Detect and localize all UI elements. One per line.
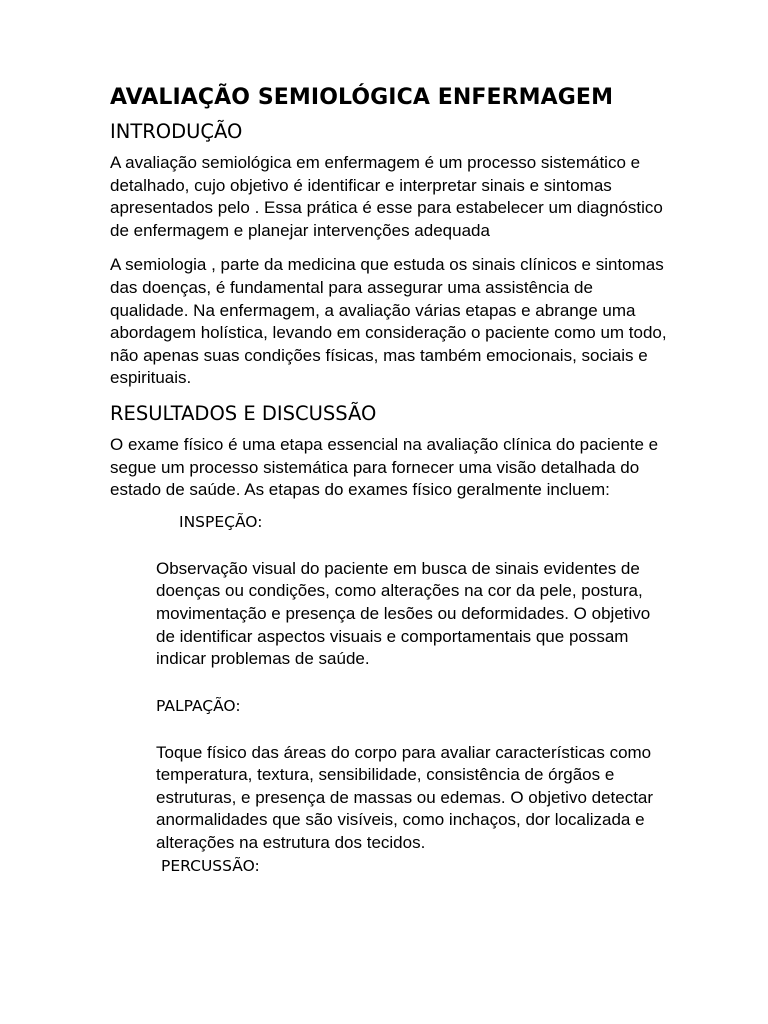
step-palpacao-text: Toque físico das áreas do corpo para avaliar características como temperatura, textura, sensibilidade, consistência de órgãos e estruturas, e presença de massas ou edemas. O objetivo detectar anormalidades que são visíveis, como inchaços, dor localizada e alterações na estrutura dos tecidos. [156, 742, 654, 853]
document-page [110, 84, 670, 877]
step-inspecao-text: Observação visual do paciente em busca de sinais evidentes de doenças ou condições, como alterações na cor da pele, postura, movimentação e presença de lesões ou deformidades. O objetivo de identificar aspectos visuais e comportamentais que possam indicar problemas de saúde. [156, 558, 651, 669]
exam-steps [110, 511, 670, 877]
document-title: AVALIAÇÃO SEMIOLÓGICA ENFERMAGEM [110, 85, 614, 110]
results-heading: RESULTADOS E DISCUSSÃO [110, 401, 377, 425]
introduction-paragraph-2: A semiologia , parte da medicina que estuda os sinais clínicos e sintomas das doenças, é fundamental para assegurar uma assistência de qualidade. Na enfermagem, a avaliação várias etapas e abrange uma abordagem holística, levando em consideração o paciente como um todo, não apenas suas condições físicas, mas também emocionais, sociais e espirituais. [110, 255, 667, 388]
results-paragraph: O exame físico é uma etapa essencial na avaliação clínica do paciente e segue um processo sistemática para fornecer uma visão detalhada do estado de saúde. As etapas do exames físico geralmente incluem: [110, 434, 659, 500]
introduction-heading: INTRODUÇÃO [110, 120, 243, 143]
step-percussao-label: PERCUSSÃO: [161, 856, 260, 875]
step-palpacao-label: PALPAÇÃO: [156, 696, 241, 715]
introduction-paragraph-1: A avaliação semiológica em enfermagem é um processo sistemático e detalhado, cujo objetivo é identificar e interpretar sinais e sintomas apresentados pelo . Essa prática é esse para estabelecer um diagnóstico de enfermagem e planejar intervenções adequada [110, 153, 663, 240]
step-inspecao-label: INSPEÇÃO: [179, 512, 263, 531]
